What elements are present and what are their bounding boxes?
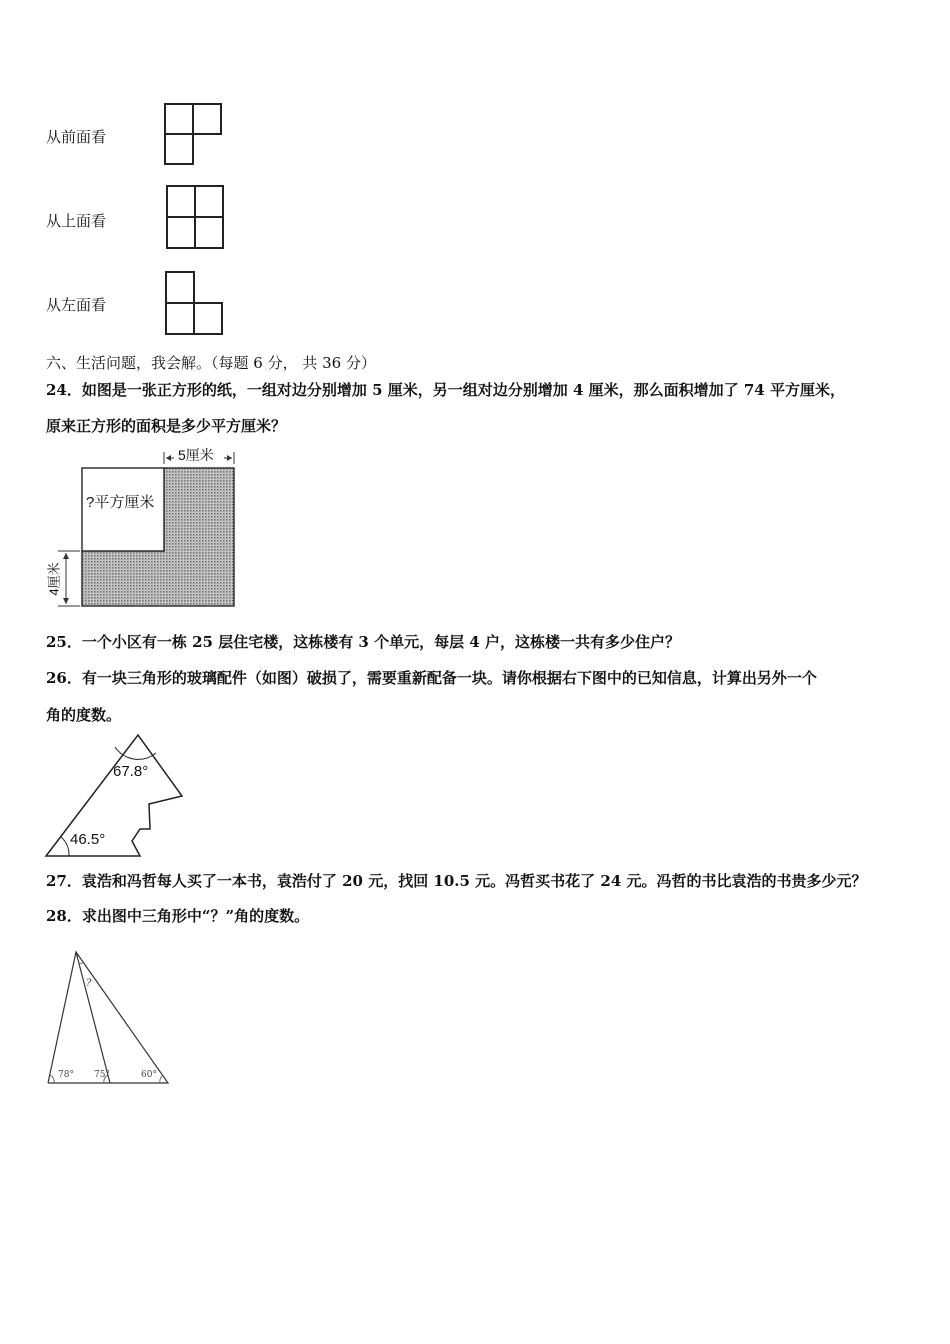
view-front-label: 从前面看 — [46, 128, 107, 146]
q25-text: 25．一个小区有一栋 25 层住宅楼，这栋楼有 3 个单元，每层 4 户，这栋楼一共有多少住户？ — [46, 633, 680, 651]
q26-line2: 角的度数。 — [46, 706, 122, 724]
q26-angle-top: 67.8° — [113, 763, 149, 780]
q28-angle-3: 60° — [141, 1070, 157, 1080]
q24-top-label: 5厘米 — [178, 447, 214, 463]
section-heading: 六、生活问题，我会解。（每题 6 分， 共 36 分） — [46, 354, 376, 372]
q24-line2: 原来正方形的面积是多少平方厘米？ — [46, 417, 287, 435]
q28-question-mark: ? — [86, 978, 92, 989]
q28-angle-1: 78° — [58, 1070, 74, 1080]
view-top-label: 从上面看 — [46, 212, 107, 230]
q24-line1: 24．如图是一张正方形的纸，一组对边分别增加 5 厘米，另一组对边分别增加 4 厘米，那么面积增加了 74 平方厘米， — [46, 381, 845, 399]
top-view-figure — [165, 184, 227, 250]
q24-area-label: ?平方厘米 — [86, 494, 155, 511]
q24-side-label: 4厘米 — [46, 562, 62, 596]
q28-triangle-figure — [46, 950, 172, 1086]
q27-text: 27．袁浩和冯哲每人买了一本书，袁浩付了 20 元，找回 10.5 元。冯哲买书花了 24 元。冯哲的书比袁浩的书贵多少元？ — [46, 872, 867, 890]
left-view-figure — [164, 270, 226, 336]
q26-broken-triangle — [44, 733, 184, 859]
q26-line1: 26．有一块三角形的玻璃配件（如图）破损了，需要重新配备一块。请你根据右下图中的已知信息，计算出另外一个 — [46, 669, 817, 687]
q28-angle-2: 75° — [94, 1070, 110, 1080]
q26-angle-left: 46.5° — [70, 831, 106, 848]
q24-figure — [46, 444, 246, 614]
front-view-figure — [163, 102, 225, 166]
view-left-label: 从左面看 — [46, 296, 107, 314]
q28-text: 28．求出图中三角形中“？”角的度数。 — [46, 907, 310, 925]
